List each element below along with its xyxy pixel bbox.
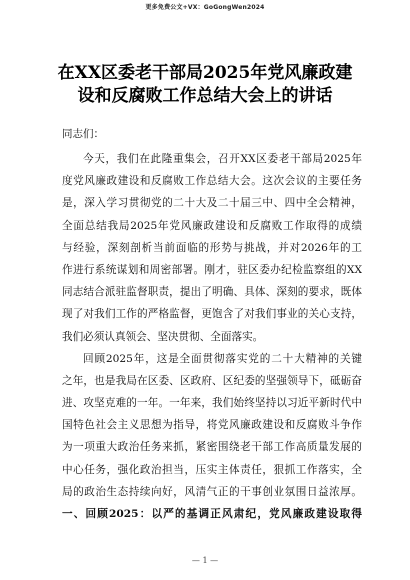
section-heading: 一、回顾2025：以严的基调正风肃纪，党风廉政建设取得 (62, 508, 362, 520)
top-banner: 更多免费公文+VX：GoGongWen2024 (145, 4, 265, 11)
body-line: 国特色社会主义思想为指导，将党风廉政建设和反腐败斗争作 (62, 419, 362, 432)
body-line: 与经验，深刻剖析当前面临的形势与挑战，并对2026年的工 (62, 241, 362, 254)
speech-body (62, 148, 362, 525)
body-line: 为一项重大政治任务来抓，紧密围绕老干部工作高质量发展的 (62, 441, 362, 454)
title-line-2: 设和反腐败工作总结大会上的讲话 (77, 86, 333, 106)
greeting: 同志们： (62, 128, 104, 140)
body-line: 中心任务，强化政治担当，压实主体责任，狠抓工作落实，全 (62, 463, 362, 476)
body-line: 回顾2025年，这是全面贯彻落实党的二十大精神的关键 (83, 352, 362, 365)
body-line: 是，深入学习贯彻党的二十大及二十届三中、四中全会精神， (62, 197, 362, 210)
page-number: — 1 — (191, 556, 219, 565)
document-title (0, 62, 410, 108)
body-line: 局的政治生态持续向好，风清气正的干事创业氛围日益浓厚。 (62, 485, 362, 498)
body-line: 今天，我们在此隆重集会，召开XX区委老干部局2025年 (83, 153, 362, 165)
body-line: 度党风廉政建设和反腐败工作总结大会。这次会议的主要任务 (62, 175, 362, 188)
body-line: 我们必须认真领会、坚决贯彻、全面落实。 (62, 330, 264, 343)
body-line: 全面总结我局2025年党风廉政建设和反腐败工作取得的成绩 (62, 219, 362, 232)
body-line: 同志结合派驻监督职责，提出了明确、具体、深刻的要求，既体 (62, 286, 362, 299)
body-line: 现了对我们工作的严格监督，更饱含了对我们事业的关心支持， (62, 308, 362, 321)
body-line: 作进行系统谋划和周密部署。刚才，驻区委办纪检监察组的XX (62, 263, 362, 276)
title-line-1: 在XX区委老干部局2025年党风廉政建 (57, 63, 353, 83)
body-line: 之年，也是我局在区委、区政府、区纪委的坚强领导下，砥砺奋 (62, 374, 362, 387)
body-line: 进、攻坚克难的一年。一年来，我们始终坚持以习近平新时代中 (62, 397, 362, 410)
